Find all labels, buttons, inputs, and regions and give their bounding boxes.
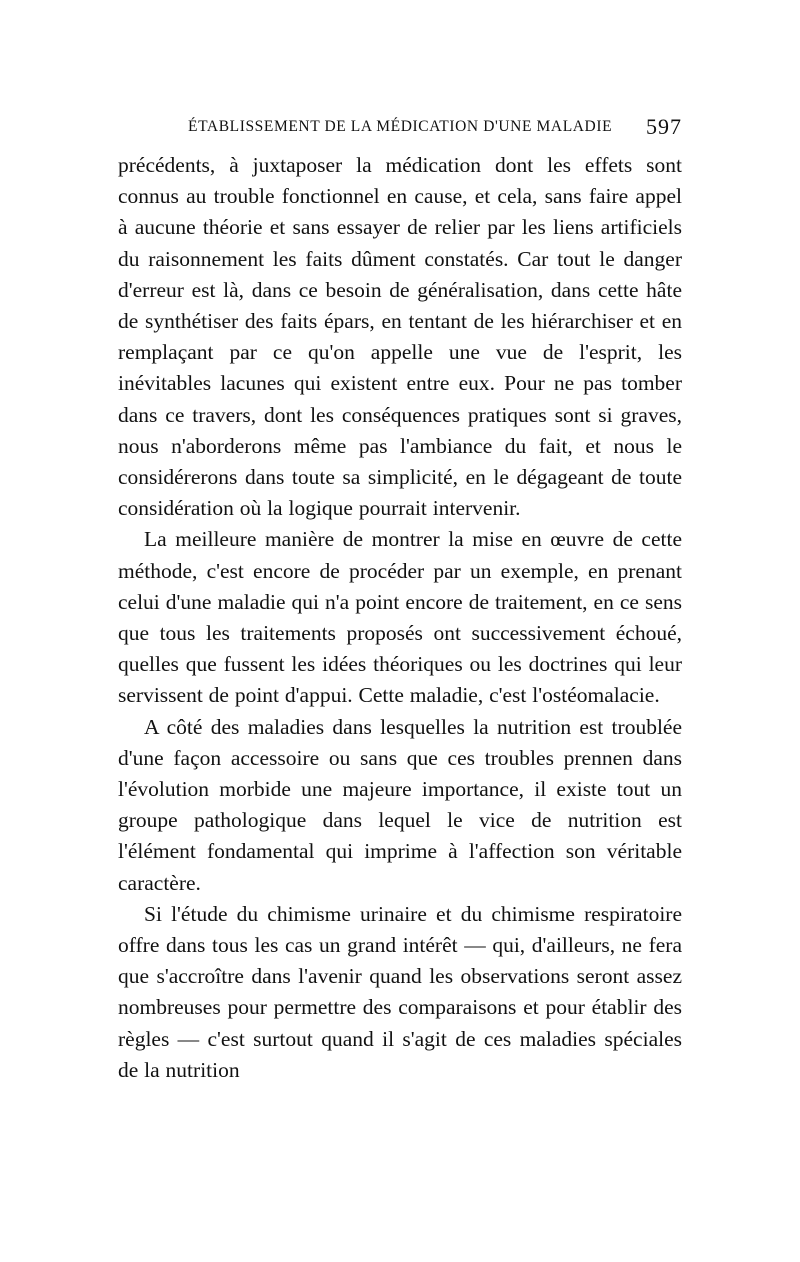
- paragraph-nutrition: A côté des maladies dans lesquelles la nutrition est troublée d'une façon accessoire ou sans que ces troubles prennen dans l'évolution morbide une majeure importance, il existe tout un groupe pathologique dans lequel le vice de nutrition est l'élément fondamental qui imprime à l'affection son véritable caractère.: [118, 714, 682, 895]
- paragraph-chimisme: Si l'étude du chimisme urinaire et du chimisme respiratoire offre dans tous les cas un grand intérêt — qui, d'ailleurs, ne fera que s'accroître dans l'avenir quand les observations seront assez nombreuses pour permettre des comparaisons et pour établir des règles — c'est surtout quand il s'agit de ces maladies spéciales de la nutrition: [118, 901, 682, 1082]
- running-title: ÉTABLISSEMENT DE LA MÉDICATION D'UNE MALADIE: [188, 118, 613, 135]
- running-header: [118, 114, 682, 144]
- body-text: [118, 150, 682, 1086]
- paragraph-continuation: précédents, à juxtaposer la médication dont les effets sont connus au trouble fonctionnel en cause, et cela, sans faire appel à aucune théorie et sans essayer de relier par les liens artificiels du raisonnement les faits dûment constatés. Car tout le danger d'erreur est là, dans ce besoin de généralisation, dans cette hâte de synthétiser des faits épars, en tentant de les hiérarchiser et en remplaçant par ce qu'on appelle une vue de l'esprit, les inévitables lacunes qui existent entre eux. Pour ne pas tomber dans ce travers, dont les conséquences pratiques sont si graves, nous n'aborderons même pas l'ambiance du fait, et nous le considérerons dans toute sa simplicité, en le dégageant de toute considération où la logique pourrait intervenir.: [118, 153, 682, 521]
- paragraph-method: La meilleure manière de montrer la mise en œuvre de cette méthode, c'est encore de procéder par un exemple, en prenant celui d'une maladie qui n'a point encore de traitement, en ce sens que tous les traitements proposés ont successivement échoué, quelles que fussent les idées théoriques ou les doctrines qui leur servissent de point d'appui. Cette maladie, c'est l'ostéomalacie.: [118, 527, 682, 708]
- page-number: 597: [646, 114, 682, 139]
